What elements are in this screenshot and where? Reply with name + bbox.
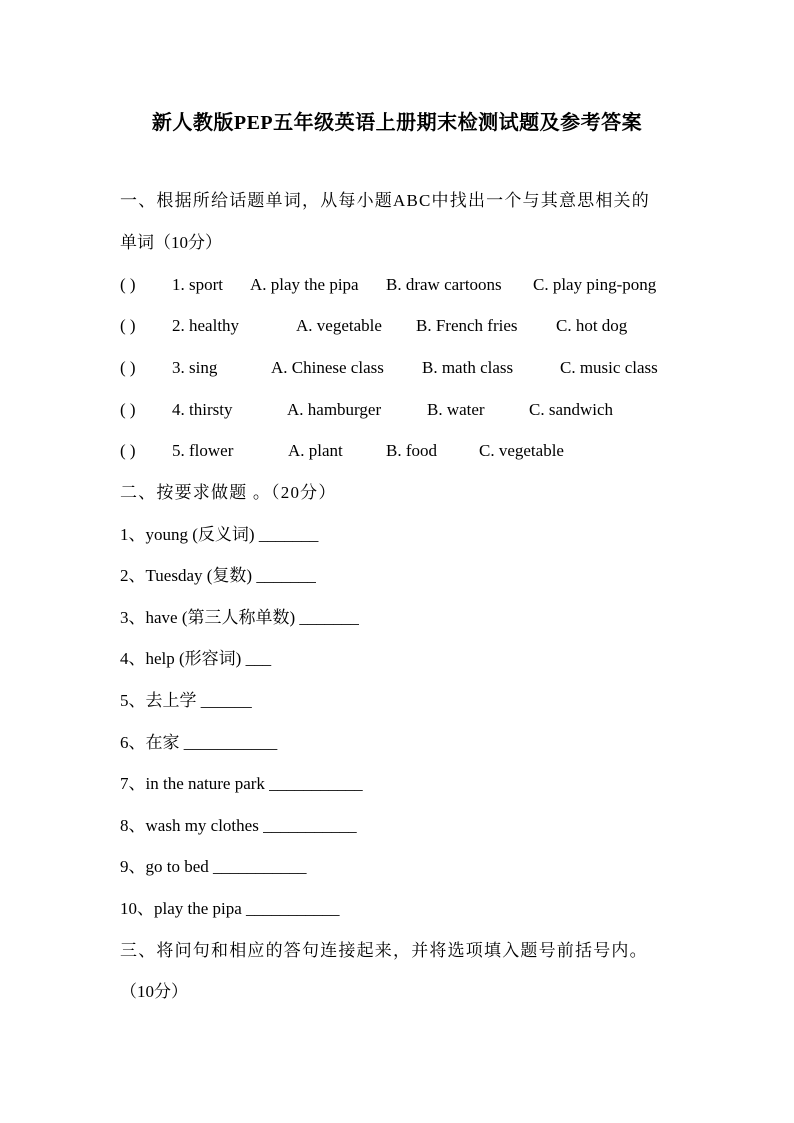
answer-paren[interactable]: ( ) (120, 441, 136, 460)
section2-heading: 二、按要求做题 。（20分） (120, 483, 337, 502)
question-stem: 5. flower (172, 441, 234, 460)
exercise-item-3[interactable]: 3、have (第三人称单数) _______ (120, 608, 359, 627)
question-stem: 4. thirsty (172, 400, 233, 419)
question-stem: 2. healthy (172, 316, 240, 335)
answer-paren[interactable]: ( ) (120, 400, 136, 419)
mcq-question-3 (120, 357, 680, 379)
section3-heading-line2: （10分） (120, 982, 188, 1001)
exercise-item-9[interactable]: 9、go to bed ___________ (120, 857, 307, 876)
option-a: A. vegetable (296, 316, 382, 335)
page-title: 新人教版PEP五年级英语上册期末检测试题及参考答案 (151, 112, 643, 134)
option-b: B. food (386, 441, 437, 460)
option-b: B. water (427, 400, 485, 419)
option-b: B. draw cartoons (386, 275, 502, 294)
option-c: C. music class (560, 358, 658, 377)
exercise-item-10[interactable]: 10、play the pipa ___________ (120, 899, 340, 918)
option-b: B. math class (422, 358, 514, 377)
option-c: C. vegetable (479, 441, 564, 460)
exercise-item-4[interactable]: 4、help (形容词) ___ (120, 649, 272, 668)
exercise-item-2[interactable]: 2、Tuesday (复数) _______ (120, 566, 316, 585)
question-stem: 3. sing (172, 358, 218, 377)
option-c: C. play ping-pong (533, 275, 657, 294)
option-c: C. hot dog (556, 316, 628, 335)
exercise-item-1[interactable]: 1、young (反义词) _______ (120, 525, 319, 544)
option-b: B. French fries (416, 316, 518, 335)
section1-heading-line1: 一、根据所给话题单词，从每小题ABC中找出一个与其意思相关的 (120, 191, 650, 210)
answer-paren[interactable]: ( ) (120, 358, 136, 377)
exercise-item-5[interactable]: 5、去上学 ______ (120, 691, 252, 710)
option-a: A. plant (288, 441, 343, 460)
option-a: A. hamburger (287, 400, 382, 419)
mcq-question-2 (120, 315, 680, 337)
answer-paren[interactable]: ( ) (120, 316, 136, 335)
mcq-question-4 (120, 399, 680, 421)
exercise-item-8[interactable]: 8、wash my clothes ___________ (120, 816, 357, 835)
mcq-question-5 (120, 440, 680, 462)
answer-paren[interactable]: ( ) (120, 275, 136, 294)
section1-heading-line2: 单词（10分） (120, 233, 222, 252)
mcq-question-1 (120, 274, 680, 296)
exercise-item-6[interactable]: 6、在家 ___________ (120, 733, 278, 752)
exercise-item-7[interactable]: 7、in the nature park ___________ (120, 774, 363, 793)
section3-heading-line1: 三、将问句和相应的答句连接起来，并将选项填入题号前括号内。 (120, 941, 648, 960)
option-a: A. play the pipa (250, 275, 359, 294)
question-stem: 1. sport (172, 275, 223, 294)
option-c: C. sandwich (529, 400, 614, 419)
option-a: A. Chinese class (271, 358, 384, 377)
